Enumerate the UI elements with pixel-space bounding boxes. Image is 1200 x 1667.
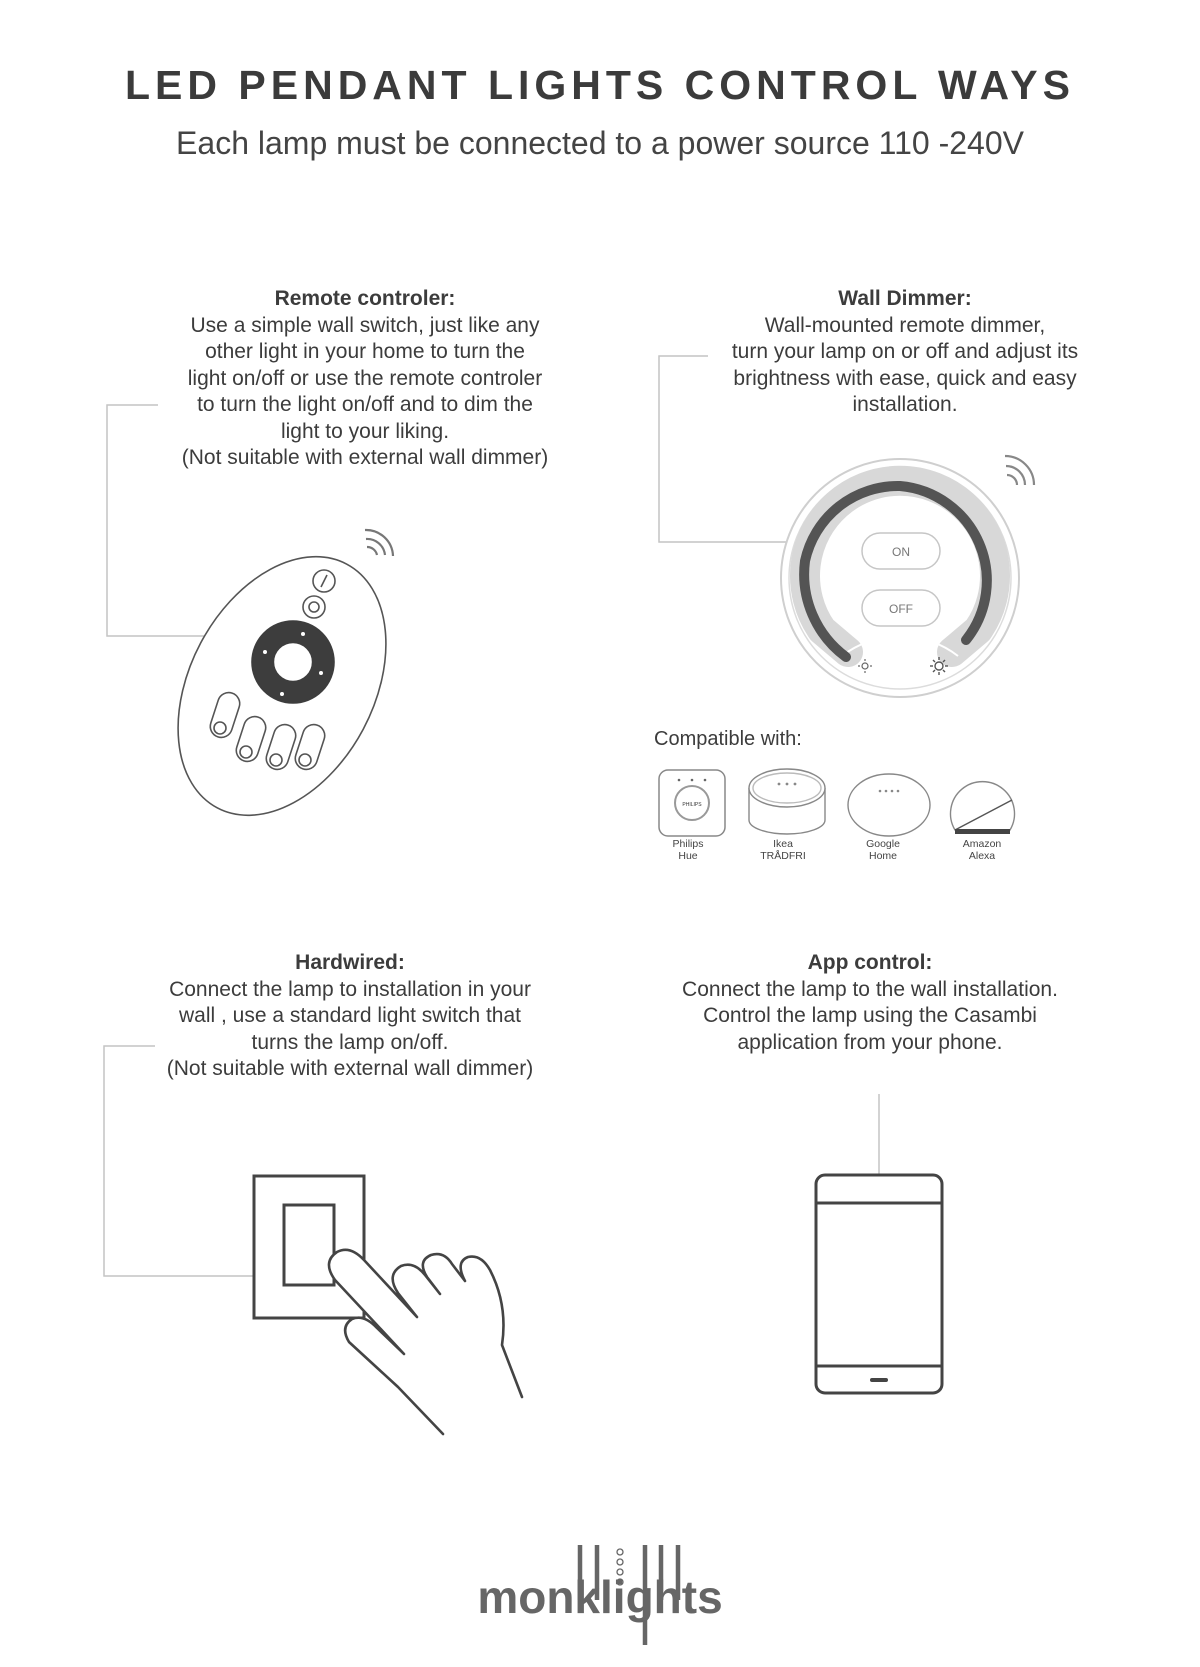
compatible-label: Compatible with:	[654, 728, 802, 750]
ikea-tradfri-icon	[749, 769, 825, 834]
app-control-heading: App control:	[807, 951, 933, 974]
google-home-icon	[848, 774, 930, 836]
hand-pointer-icon	[329, 1250, 522, 1434]
dimmer-on-label: ON	[892, 545, 910, 559]
device-label-line: Hue	[678, 850, 698, 862]
device-label-line: Home	[868, 850, 897, 862]
remote-line: light to your liking.	[280, 419, 450, 443]
hardwired-line: turns the lamp on/off.	[251, 1030, 449, 1054]
device-label-line: Alexa	[968, 850, 996, 862]
hardwired-line: wall , use a standard light switch that	[178, 1004, 521, 1027]
remote-control-icon	[136, 521, 428, 851]
wall-dimmer-icon	[781, 456, 1034, 697]
wall-dimmer-line: installation.	[852, 393, 958, 416]
remote-signal-icon	[365, 530, 393, 556]
wall-dimmer-line: Wall-mounted remote dimmer,	[764, 313, 1046, 337]
device-label-line: Amazon	[962, 838, 1002, 850]
page-subtitle: Each lamp must be connected to a power source 110 -240V	[176, 125, 1024, 161]
dimmer-signal-icon	[1005, 456, 1034, 485]
wall-dimmer-line: turn your lamp on or off and adjust its	[731, 340, 1079, 363]
remote-line: other light in your home to turn the	[205, 340, 525, 363]
app-control-line: Connect the lamp to the wall installation.	[682, 977, 1058, 1001]
light-switch-icon	[254, 1176, 364, 1318]
hardwired-line: (Not suitable with external wall dimmer)	[166, 1057, 534, 1080]
page-title: LED PENDANT LIGHTS CONTROL WAYS	[125, 62, 1075, 108]
remote-line: (Not suitable with external wall dimmer)	[181, 446, 549, 469]
smartphone-icon	[816, 1175, 942, 1393]
remote-line: light on/off or use the remote controler	[187, 366, 543, 390]
dimmer-connector-line	[659, 356, 812, 542]
philips-badge: PHILIPS	[682, 802, 702, 808]
philips-hue-bridge-icon	[659, 770, 725, 836]
device-label-line: TRÅDFRI	[760, 850, 806, 862]
device-label-line: Philips	[672, 838, 704, 850]
remote-line: Use a simple wall switch, just like any	[190, 313, 540, 337]
amazon-alexa-icon	[951, 782, 1015, 834]
dimmer-off-label: OFF	[889, 602, 913, 616]
remote-line: to turn the light on/off and to dim the	[197, 393, 533, 416]
app-control-line: Control the lamp using the Casambi	[703, 1004, 1037, 1027]
hardwired-connector-line	[104, 1046, 270, 1276]
wall-dimmer-heading: Wall Dimmer:	[838, 287, 972, 310]
device-label-line: Ikea	[773, 838, 793, 850]
hardwired-line: Connect the lamp to installation in your	[169, 977, 531, 1001]
remote-heading: Remote controler:	[274, 287, 456, 310]
device-label-line: Google	[866, 838, 900, 850]
wall-dimmer-line: brightness with ease, quick and easy	[733, 366, 1077, 390]
app-control-line: application from your phone.	[737, 1030, 1003, 1054]
hardwired-heading: Hardwired:	[295, 951, 405, 974]
brand-logo-text: monklights	[477, 1571, 723, 1623]
